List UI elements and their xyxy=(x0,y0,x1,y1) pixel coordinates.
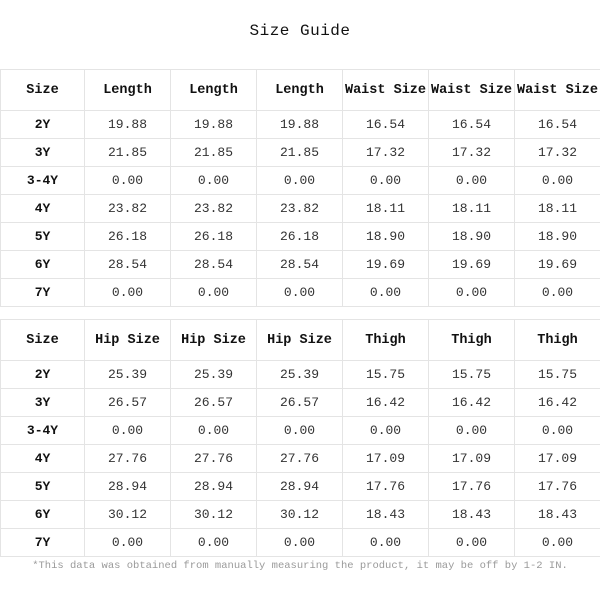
table-cell: 0.00 xyxy=(429,167,515,195)
table-cell: 16.42 xyxy=(343,389,429,417)
table-cell: 26.57 xyxy=(171,389,257,417)
table-cell: 23.82 xyxy=(257,195,343,223)
table-row xyxy=(1,417,600,445)
table-cell: 26.18 xyxy=(85,223,171,251)
column-header: Length xyxy=(257,70,343,111)
table-cell: 19.88 xyxy=(171,111,257,139)
table-cell: 26.57 xyxy=(257,389,343,417)
table-cell: 30.12 xyxy=(257,501,343,529)
table-row xyxy=(1,223,600,251)
size-cell: 7Y xyxy=(1,529,85,557)
size-cell: 7Y xyxy=(1,279,85,307)
size-cell: 3Y xyxy=(1,389,85,417)
table-cell: 25.39 xyxy=(257,361,343,389)
table-row xyxy=(1,195,600,223)
table-cell: 0.00 xyxy=(343,279,429,307)
size-cell: 5Y xyxy=(1,223,85,251)
table-cell: 17.32 xyxy=(515,139,600,167)
table-cell: 0.00 xyxy=(85,417,171,445)
table-cell: 18.90 xyxy=(343,223,429,251)
table-cell: 17.76 xyxy=(343,473,429,501)
table-cell: 16.54 xyxy=(515,111,600,139)
table-cell: 28.54 xyxy=(85,251,171,279)
table-cell: 17.76 xyxy=(515,473,600,501)
column-header: Size xyxy=(1,70,85,111)
table-cell: 18.43 xyxy=(343,501,429,529)
table-cell: 21.85 xyxy=(171,139,257,167)
table-row xyxy=(1,251,600,279)
table-cell: 0.00 xyxy=(257,417,343,445)
size-table-length-waist xyxy=(0,69,600,307)
table-cell: 19.69 xyxy=(343,251,429,279)
table-cell: 19.88 xyxy=(257,111,343,139)
table-cell: 28.54 xyxy=(171,251,257,279)
table-row xyxy=(1,279,600,307)
table-cell: 0.00 xyxy=(171,529,257,557)
table-cell: 28.94 xyxy=(171,473,257,501)
table-cell: 27.76 xyxy=(85,445,171,473)
table-cell: 30.12 xyxy=(85,501,171,529)
table-cell: 0.00 xyxy=(85,167,171,195)
table-header-row xyxy=(1,70,600,111)
table-cell: 26.18 xyxy=(257,223,343,251)
table-cell: 16.54 xyxy=(343,111,429,139)
column-header: Length xyxy=(85,70,171,111)
table-cell: 18.90 xyxy=(429,223,515,251)
table-cell: 21.85 xyxy=(257,139,343,167)
table-cell: 16.42 xyxy=(515,389,600,417)
table-cell: 17.32 xyxy=(343,139,429,167)
table-cell: 17.09 xyxy=(343,445,429,473)
size-cell: 3Y xyxy=(1,139,85,167)
table-cell: 26.18 xyxy=(171,223,257,251)
column-header: Thigh xyxy=(515,320,600,361)
table-cell: 15.75 xyxy=(343,361,429,389)
table-row xyxy=(1,167,600,195)
size-cell: 3-4Y xyxy=(1,167,85,195)
table-cell: 25.39 xyxy=(85,361,171,389)
table-cell: 21.85 xyxy=(85,139,171,167)
table-cell: 0.00 xyxy=(343,417,429,445)
size-cell: 6Y xyxy=(1,251,85,279)
size-cell: 5Y xyxy=(1,473,85,501)
table-cell: 19.69 xyxy=(429,251,515,279)
table-cell: 28.54 xyxy=(257,251,343,279)
table-cell: 18.11 xyxy=(343,195,429,223)
table-cell: 0.00 xyxy=(257,279,343,307)
column-header: Hip Size xyxy=(85,320,171,361)
table-cell: 27.76 xyxy=(171,445,257,473)
table-cell: 15.75 xyxy=(515,361,600,389)
size-cell: 6Y xyxy=(1,501,85,529)
table-cell: 23.82 xyxy=(85,195,171,223)
column-header: Thigh xyxy=(343,320,429,361)
table-row xyxy=(1,361,600,389)
column-header: Waist Size xyxy=(343,70,429,111)
size-cell: 4Y xyxy=(1,195,85,223)
table-cell: 23.82 xyxy=(171,195,257,223)
column-header: Waist Size xyxy=(515,70,600,111)
table-cell: 17.32 xyxy=(429,139,515,167)
table-row xyxy=(1,445,600,473)
table-row xyxy=(1,389,600,417)
table-cell: 0.00 xyxy=(343,167,429,195)
table-cell: 25.39 xyxy=(171,361,257,389)
table-cell: 16.42 xyxy=(429,389,515,417)
table-row xyxy=(1,111,600,139)
column-header: Waist Size xyxy=(429,70,515,111)
table-cell: 0.00 xyxy=(171,417,257,445)
table-header-row xyxy=(1,320,600,361)
page-title: Size Guide xyxy=(249,22,351,40)
table-cell: 18.43 xyxy=(429,501,515,529)
table-cell: 15.75 xyxy=(429,361,515,389)
table-cell: 19.69 xyxy=(515,251,600,279)
column-header: Size xyxy=(1,320,85,361)
table-row xyxy=(1,501,600,529)
size-cell: 3-4Y xyxy=(1,417,85,445)
table-cell: 28.94 xyxy=(85,473,171,501)
table-cell: 0.00 xyxy=(429,529,515,557)
measurement-disclaimer: *This data was obtained from manually measuring the product, it may be off by 1-2 IN. xyxy=(32,560,568,572)
table-cell: 30.12 xyxy=(171,501,257,529)
column-header: Thigh xyxy=(429,320,515,361)
table-cell: 17.09 xyxy=(429,445,515,473)
table-cell: 16.54 xyxy=(429,111,515,139)
size-cell: 4Y xyxy=(1,445,85,473)
table-cell: 17.76 xyxy=(429,473,515,501)
table-cell: 0.00 xyxy=(85,279,171,307)
column-header: Length xyxy=(171,70,257,111)
table-cell: 0.00 xyxy=(257,529,343,557)
table-cell: 0.00 xyxy=(343,529,429,557)
table-cell: 0.00 xyxy=(515,417,600,445)
table-cell: 17.09 xyxy=(515,445,600,473)
table-cell: 0.00 xyxy=(515,529,600,557)
size-cell: 2Y xyxy=(1,361,85,389)
table-cell: 0.00 xyxy=(429,417,515,445)
size-table-hip-thigh xyxy=(0,319,600,557)
table-cell: 0.00 xyxy=(515,279,600,307)
table-cell: 26.57 xyxy=(85,389,171,417)
table-cell: 27.76 xyxy=(257,445,343,473)
column-header: Hip Size xyxy=(257,320,343,361)
table-row xyxy=(1,529,600,557)
column-header: Hip Size xyxy=(171,320,257,361)
table-cell: 0.00 xyxy=(171,167,257,195)
size-cell: 2Y xyxy=(1,111,85,139)
table-cell: 0.00 xyxy=(515,167,600,195)
table-cell: 0.00 xyxy=(429,279,515,307)
table-cell: 0.00 xyxy=(171,279,257,307)
table-cell: 19.88 xyxy=(85,111,171,139)
table-cell: 18.11 xyxy=(429,195,515,223)
table-cell: 28.94 xyxy=(257,473,343,501)
table-cell: 18.11 xyxy=(515,195,600,223)
table-row xyxy=(1,473,600,501)
table-cell: 0.00 xyxy=(257,167,343,195)
table-cell: 18.90 xyxy=(515,223,600,251)
table-row xyxy=(1,139,600,167)
table-cell: 0.00 xyxy=(85,529,171,557)
table-cell: 18.43 xyxy=(515,501,600,529)
